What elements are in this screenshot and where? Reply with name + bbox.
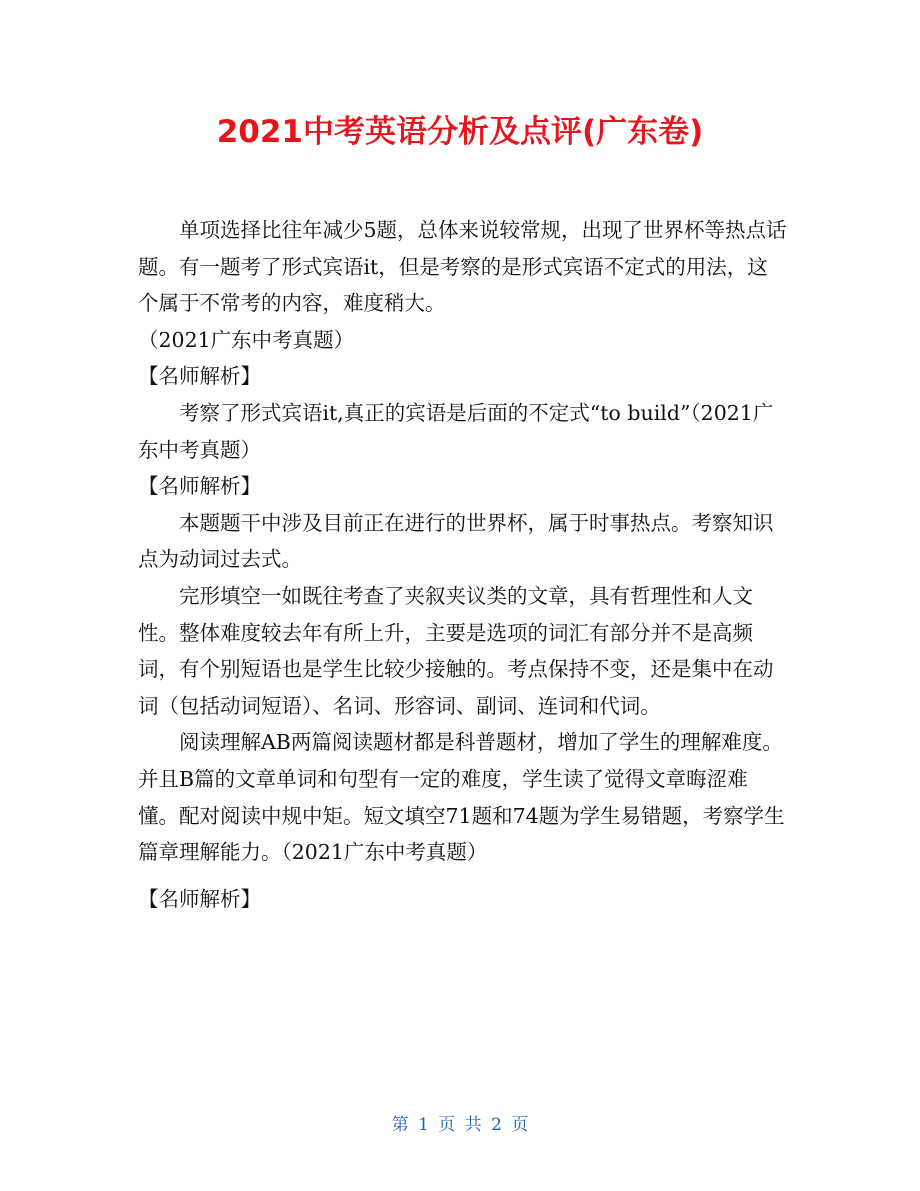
expert-analysis-heading: 【名师解析】 (138, 474, 261, 499)
document-body (138, 212, 788, 917)
expert-analysis-heading: 【名师解析】 (138, 364, 261, 389)
page-indicator: 第 1 页 共 2 页 (391, 1115, 529, 1135)
paragraph-single-choice: 单项选择比往年减少5题，总体来说较常规，出现了世界杯等热点话题。有一题考了形式宾语it，但是考察的是形式宾语不定式的用法，这个属于不常考的内容，难度稍大。 (138, 218, 787, 316)
document-title: 2021中考英语分析及点评(广东卷) (216, 114, 704, 150)
paragraph-cloze: 完形填空一如既往考查了夹叙夹议类的文章，具有哲理性和人文性。整体难度较去年有所上升，主要是选项的词汇有部分并不是高频词，有个别短语也是学生比较少接触的。考点保持不变，还是集中在动词（包括动词短语）、名词、形容词、副词、连词和代词。 (138, 583, 774, 718)
expert-analysis-heading: 【名师解析】 (138, 886, 261, 911)
paragraph-world-cup: 本题题干中涉及目前正在进行的世界杯，属于时事热点。考察知识点为动词过去式。 (138, 510, 774, 572)
paragraph-reading: 阅读理解AB两篇阅读题材都是科普题材，增加了学生的理解难度。并且B篇的文章单词和句型有一定的难度，学生读了觉得文章晦涩难懂。配对阅读中规中矩。短文填空71题和74题为学生易错题，考察学生篇章理解能力。（2021广东中考真题） (138, 730, 785, 865)
source-note: （2021广东中考真题） (138, 327, 355, 352)
paragraph-formal-object: 考察了形式宾语it,真正的宾语是后面的不定式“to build”（2021广东中考真题） (138, 400, 774, 462)
